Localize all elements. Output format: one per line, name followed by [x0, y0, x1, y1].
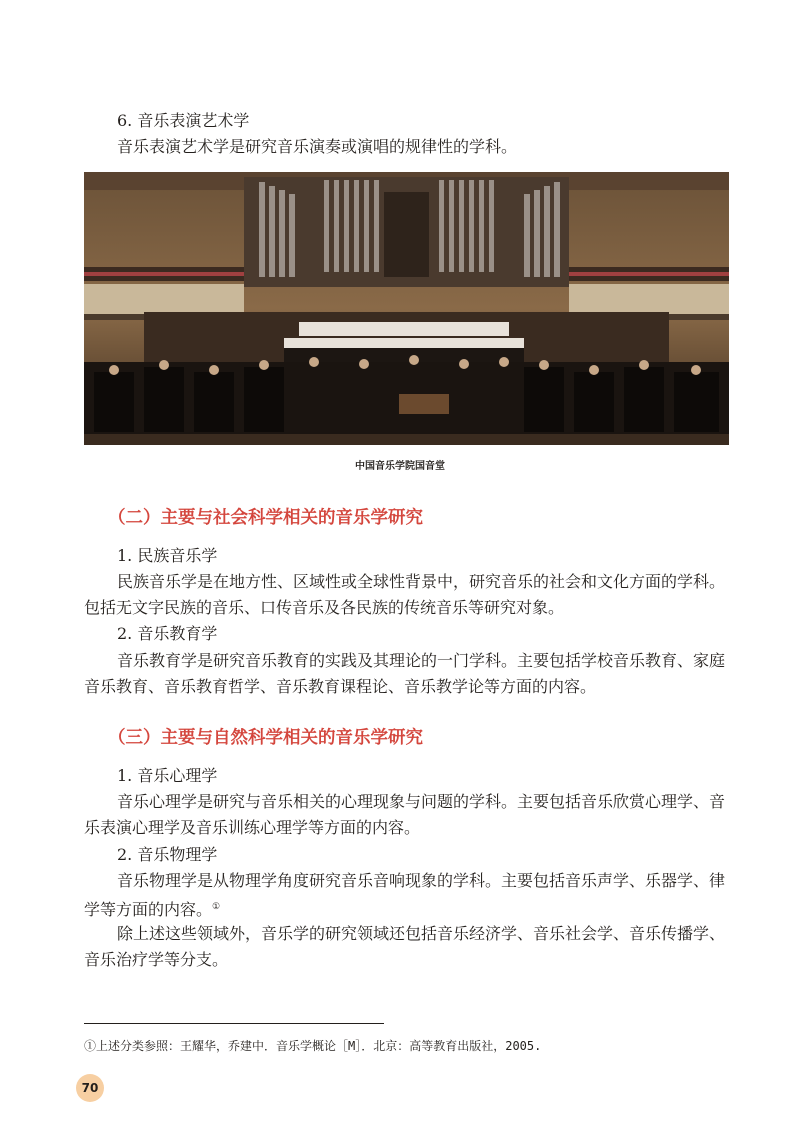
- footnote-text: ①上述分类参照：王耀华，乔建中．音乐学概论［M］．北京：高等教育出版社，2005.: [84, 1039, 542, 1053]
- section-title: 6. 音乐表演艺术学: [117, 111, 250, 130]
- paragraph-line: 音乐教育学是研究音乐教育的实践及其理论的一门学科。主要包括学校音乐教育、家庭: [117, 651, 726, 670]
- concert-hall-photo: [84, 172, 729, 445]
- paragraph-line: 音乐治疗学等分支。: [84, 950, 229, 969]
- section-description: 音乐表演艺术学是研究音乐演奏或演唱的规律性的学科。: [117, 137, 518, 156]
- paragraph-line: 乐表演心理学及音乐训练心理学等方面的内容。: [84, 818, 421, 837]
- paragraph-text: 学等方面的内容。: [84, 900, 213, 919]
- paragraph-line: 音乐教育、音乐教育哲学、音乐教育课程论、音乐教学论等方面的内容。: [84, 677, 597, 696]
- paragraph-line: 音乐物理学是从物理学角度研究音乐音响现象的学科。主要包括音乐声学、乐器学、律: [117, 871, 726, 890]
- concert-hall-illustration: [84, 172, 729, 445]
- photo-caption: 中国音乐学院国音堂: [355, 461, 445, 472]
- paragraph-line: [84, 897, 220, 920]
- section-heading-social-science: （二）主要与社会科学相关的音乐学研究: [108, 508, 423, 528]
- paragraph-line: 音乐心理学是研究与音乐相关的心理现象与问题的学科。主要包括音乐欣赏心理学、音: [117, 792, 726, 811]
- item-title-music-education: 2. 音乐教育学: [117, 624, 218, 643]
- paragraph-line: 包括无文字民族的音乐、口传音乐及各民族的传统音乐等研究对象。: [84, 598, 565, 617]
- paragraph-line: 除上述这些领域外，音乐学的研究领域还包括音乐经济学、音乐社会学、音乐传播学、: [117, 924, 726, 943]
- page-number: 70: [76, 1074, 104, 1102]
- section-heading-natural-science: （三）主要与自然科学相关的音乐学研究: [108, 728, 423, 748]
- item-title-music-psychology: 1. 音乐心理学: [117, 766, 218, 785]
- item-title-music-physics: 2. 音乐物理学: [117, 845, 218, 864]
- paragraph-line: 民族音乐学是在地方性、区域性或全球性背景中，研究音乐的社会和文化方面的学科。: [117, 572, 726, 591]
- footnote-reference[interactable]: ①: [212, 902, 221, 912]
- footnote-divider: [84, 1023, 384, 1024]
- item-title-ethnomusicology: 1. 民族音乐学: [117, 546, 218, 565]
